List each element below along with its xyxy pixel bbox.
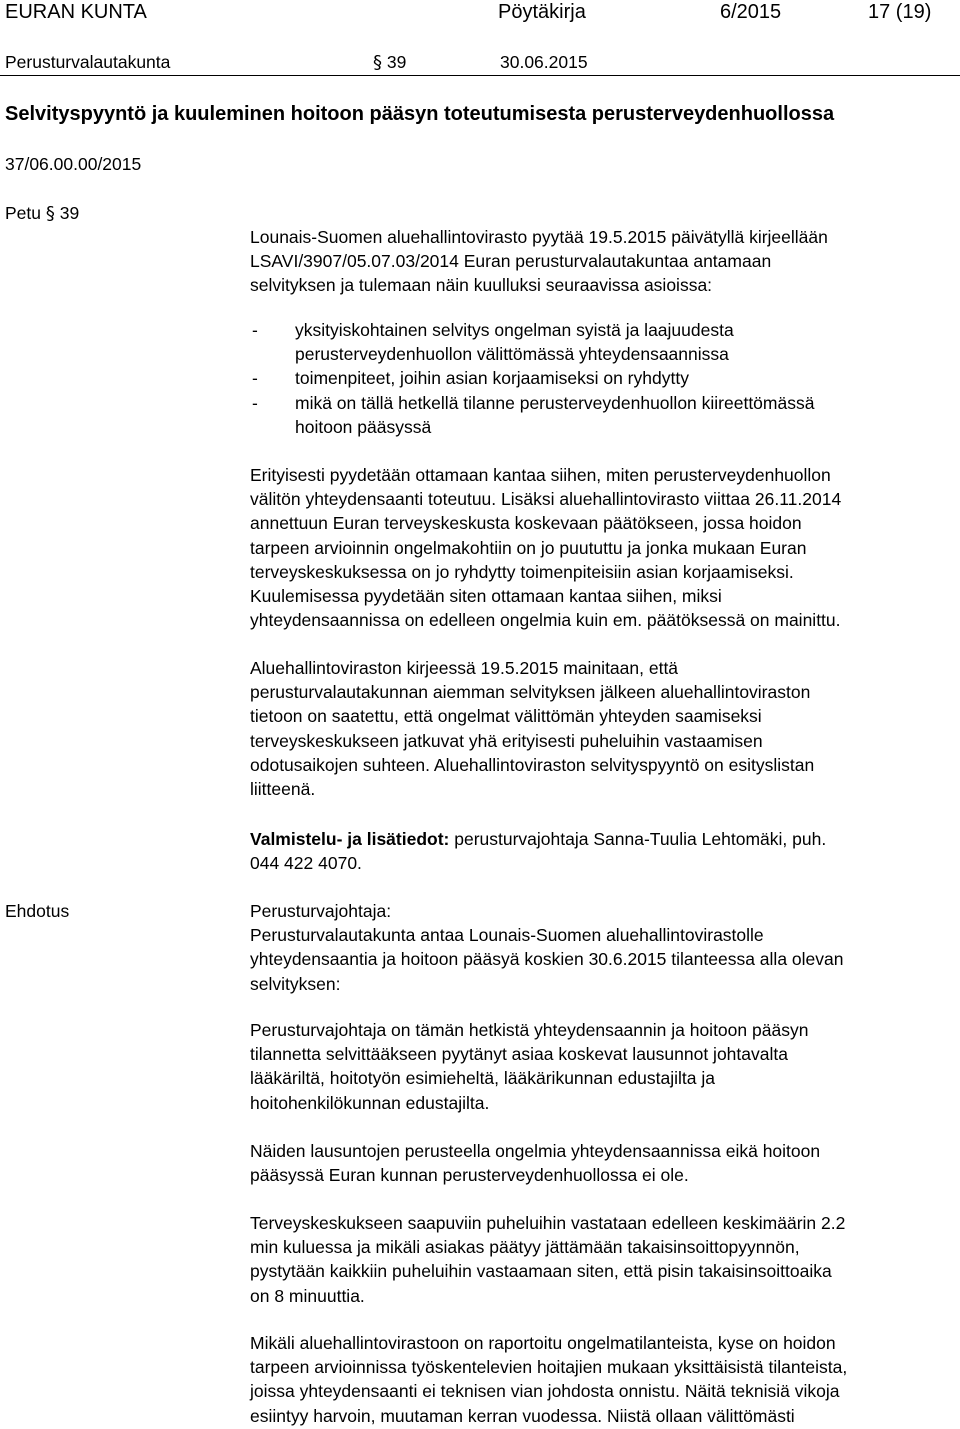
text-line: on 8 minuuttia.: [250, 1285, 365, 1306]
list-dash: -: [252, 392, 258, 413]
list-dash: -: [252, 320, 258, 340]
text-line: Terveyskeskukseen saapuviin puheluihin vastataan edelleen keskimäärin 2.2: [250, 1213, 846, 1233]
text-line: välitön yhteydensaanti toteutuu. Lisäksi aluehallintovirasto viittaa 26.11.2014: [250, 489, 842, 510]
paragraph-aluehallinto: [250, 656, 958, 801]
meeting-date: 30.06.2015: [500, 52, 588, 72]
list-item: [250, 318, 814, 366]
text-line: Näiden lausuntojen perusteella ongelmia yhteydensaannissa eikä hoitoon: [250, 1141, 821, 1161]
page-number: 17 (19): [868, 1, 932, 23]
text-line: annettuun Euran terveyskeskusta koskevaan päätökseen, jossa hoidon: [250, 513, 802, 534]
petu-label: Petu: [5, 203, 41, 223]
ehdotus-label: Ehdotus: [5, 901, 70, 921]
text-line: Kuulemisessa pyydetään siten ottamaan kantaa siihen, miksi: [250, 586, 722, 607]
header-divider: [0, 75, 960, 76]
text-line: lääkäriltä, hoitotyön esimieheltä, lääkärikunnan edustajilta ja: [250, 1068, 715, 1089]
text-line: [250, 827, 958, 851]
valmistelu-contact: perusturvajohtaja Sanna-Tuulia Lehtomäki, puh.: [449, 829, 827, 849]
text-line: tietoon on saatettu, että ongelmat välittömän yhteyden saamiseksi: [250, 706, 762, 727]
text-line: Perusturvajohtaja on tämän hetkistä yhteydensaannin ja hoitoon pääsyn: [250, 1020, 809, 1040]
paragraph-erityisesti: [250, 463, 958, 632]
text-line: tilannetta selvittääkseen pyytänyt asiaa koskevat lausunnot johtavalta: [250, 1044, 788, 1065]
paragraph-mikali: [250, 1331, 958, 1428]
text-line: Lounais-Suomen aluehallintovirasto pyytää 19.5.2015 päivätyllä kirjeellään: [250, 227, 828, 247]
text-line: yksityiskohtainen selvitys ongelman syistä ja laajuudesta: [295, 320, 734, 340]
text-line: selvityksen:: [250, 973, 341, 994]
section-sign-icon: §: [45, 203, 55, 224]
text-line: tarpeen arvioinnissa työskentelevien hoitajien mukaan yksittäisistä tilanteista,: [250, 1357, 848, 1378]
text-line: selvityksen ja tulemaan näin kuulluksi seuraavissa asioissa:: [250, 275, 713, 296]
intro-paragraph: [250, 225, 958, 298]
request-list: [250, 318, 814, 439]
document-number: 37/06.00.00/2015: [5, 154, 142, 174]
committee-name: Perusturvalautakunta: [5, 52, 171, 72]
petu-reference: [5, 201, 79, 226]
text-line: liitteenä.: [250, 779, 316, 800]
text-line: Perusturvajohtaja:: [250, 901, 392, 921]
text-line: toimenpiteet, joihin asian korjaamiseksi on ryhdytty: [295, 368, 689, 389]
text-line: yhteydensaantia ja hoitoon pääsyä koskien 30.6.2015 tilanteessa alla olevan: [250, 949, 844, 970]
text-line: yhteydensaannissa on edelleen ongelmia kuin em. päätöksessä on mainittu.: [250, 610, 841, 631]
paragraph-terveyskeskus: [250, 1211, 958, 1308]
text-line: 044 422 4070.: [250, 853, 362, 874]
text-line: pääsyssä Euran kunnan perusterveydenhuollossa ei ole.: [250, 1165, 689, 1186]
text-line: LSAVI/3907/05.07.03/2014 Euran perusturvalautakuntaa antamaan: [250, 251, 772, 272]
paragraph-ehdotus: [250, 899, 958, 996]
text-line: hoitohenkilökunnan edustajilta.: [250, 1092, 490, 1113]
text-line: esiintyy harvoin, muutaman kerran vuodessa. Niistä ollaan välittömästi: [250, 1405, 795, 1426]
document-type: Pöytäkirja: [498, 1, 586, 23]
text-line: Perusturvalautakunta antaa Lounais-Suomen aluehallintovirastolle: [250, 925, 764, 946]
text-line: perusterveydenhuollon välittömässä yhteydensaannissa: [295, 344, 729, 365]
text-line: terveyskeskukseen jatkuvat yhä erityisesti puheluihin vastaamisen: [250, 730, 763, 751]
list-dash: -: [252, 368, 258, 389]
section-marker: [373, 50, 406, 75]
paragraph-valmistelu: [250, 827, 958, 875]
text-line: odotusaikojen suhteen. Aluehallintoviraston selvityspyyntö on esityslistan: [250, 754, 815, 775]
text-line: Aluehallintoviraston kirjeessä 19.5.2015 mainitaan, että: [250, 658, 679, 678]
section-sign-icon: §: [373, 52, 382, 73]
paragraph-perusturvajohtaja: [250, 1018, 958, 1115]
text-line: hoitoon pääsyssä: [295, 416, 432, 437]
section-number: 39: [386, 52, 407, 72]
text-line: tarpeen arvioinnin ongelmakohtiin on jo puututtu ja jonka mukaan Euran: [250, 537, 807, 558]
text-line: pystytään kaikkiin puheluihin vastaamaan siten, että pisin takaisinsoittoaika: [250, 1261, 832, 1282]
paragraph-naiden: [250, 1139, 958, 1187]
text-line: terveyskeskuksessa on jo ryhdytty toimenpiteisiin asian korjaamiseksi.: [250, 561, 794, 582]
text-line: min kuluessa ja mikäli asiakas päätyy jättämään takaisinsoittopyynnön,: [250, 1237, 800, 1258]
text-line: Mikäli aluehallintovirastoon on raportoitu ongelmatilanteista, kyse on hoidon: [250, 1333, 836, 1353]
list-item: [250, 366, 814, 390]
petu-number: 39: [59, 203, 80, 223]
text-line: perusturvalautakunnan aiemman selvityksen jälkeen aluehallintoviraston: [250, 682, 811, 703]
text-line: joissa yhteydensaanti ei teknisen vian johdosta onnistu. Näitä teknisiä vikoja: [250, 1381, 840, 1402]
municipality-name: EURAN KUNTA: [5, 1, 147, 23]
valmistelu-label: Valmistelu- ja lisätiedot:: [250, 829, 450, 849]
text-line: mikä on tällä hetkellä tilanne perusterveydenhuollon kiireettömässä: [295, 392, 815, 413]
page-title: Selvityspyyntö ja kuuleminen hoitoon pääsyn toteutumisesta perusterveydenhuollossa: [5, 103, 835, 125]
issue-number: 6/2015: [720, 1, 782, 23]
list-item: [250, 391, 814, 439]
text-line: Erityisesti pyydetään ottamaan kantaa siihen, miten perusterveydenhuollon: [250, 465, 831, 485]
